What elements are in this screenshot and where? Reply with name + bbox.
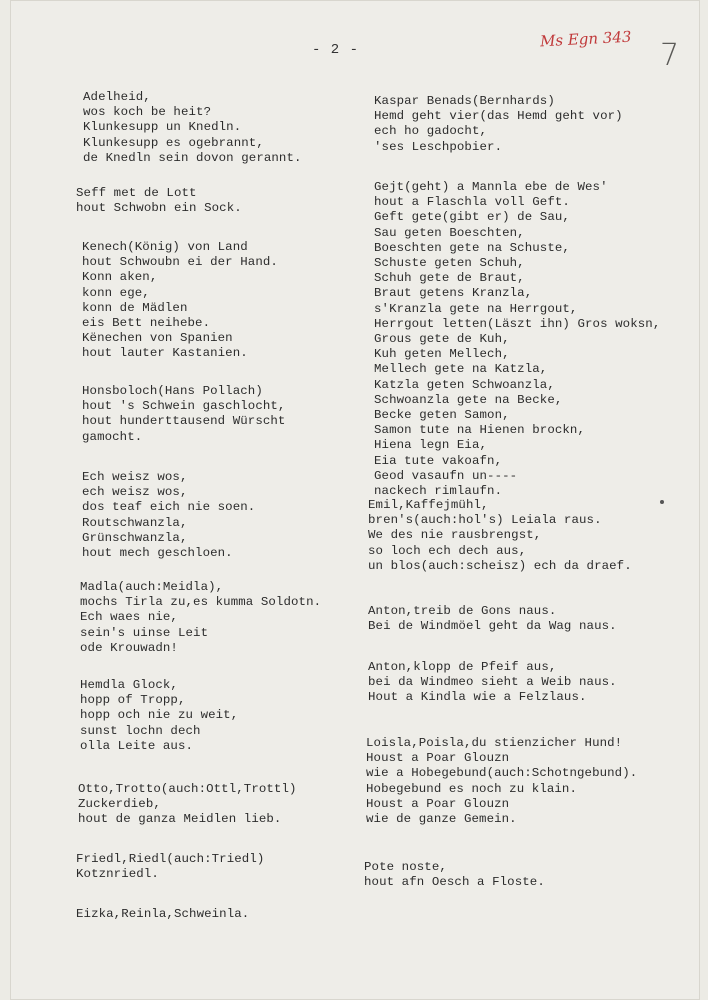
- verse-loisla: Loisla,Poisla,du stienzicher Hund! Houst a Poar Glouzn wie a Hobegebund(auch:Schotngebund). Hobegebund es noch zu klain. Houst a Poar Glouzn wie de ganze Gemein.: [366, 736, 638, 827]
- archive-shelfmark: Ms Egn 343: [539, 27, 632, 51]
- verse-pote-noste: Pote noste, hout afn Oesch a Floste.: [364, 860, 545, 890]
- verse-anton-gons: Anton,treib de Gons naus. Bei de Windmöel geht da Wag naus.: [368, 604, 617, 634]
- ink-dot: [660, 500, 664, 504]
- verse-ech-weisz-wos: Ech weisz wos, ech weisz wos, dos teaf eich nie soen. Routschwanzla, Grünschwanzla, hout mech geschloen.: [82, 470, 256, 561]
- verse-hemdla-glock: Hemdla Glock, hopp of Tropp, hopp och nie zu weit, sunst lochn dech olla Leite aus.: [80, 678, 239, 753]
- verse-gejt-a-mannla: Gejt(geht) a Mannla ebe de Wes' hout a Flaschla voll Geft. Geft gete(gibt er) de Sau, Sau geten Boeschten, Boeschten gete na Schuste, Schuste geten Schuh, Schuh gete de Braut, Braut getens Kranzla, s'Kranzla gete na Herrgout, Herrgout letten(Läszt ihn) Gros woksn, Grous gete de Kuh, Kuh geten Mellech, Mellech gete na Katzla, Katzla geten Schwoanzla, Schwoanzla gete na Becke, Becke geten Samon, Samon tute na Hienen brockn, Hiena legn Eia, Eia tute vakoafn, Geod vasaufn un---- nackech rimlaufn.: [374, 180, 661, 499]
- verse-anton-pfeif: Anton,klopp de Pfeif aus, bei da Windmeo sieht a Weib naus. Hout a Kindla wie a Felzlaus.: [368, 660, 617, 705]
- page-number: - 2 -: [312, 42, 360, 58]
- verse-adelheid: Adelheid, wos koch be heit? Klunkesupp un Knedln. Klunkesupp es ogebrannt, de Knedln sein dovon gerannt.: [83, 90, 302, 165]
- folio-number: 7: [660, 38, 680, 73]
- verse-kaspar: Kaspar Benads(Bernhards) Hemd geht vier(das Hemd geht vor) ech ho gadocht, 'ses Leschpobier.: [374, 94, 623, 154]
- verse-eizka: Eizka,Reinla,Schweinla.: [76, 907, 250, 921]
- verse-honsboloch: Honsboloch(Hans Pollach) hout 's Schwein gaschlocht, hout hunderttausend Würscht gamocht.: [82, 384, 286, 444]
- verse-seff: Seff met de Lott hout Schwobn ein Sock.: [76, 186, 242, 216]
- verse-friedl: Friedl,Riedl(auch:Triedl) Kotznriedl.: [76, 852, 265, 882]
- verse-otto: Otto,Trotto(auch:Ottl,Trottl) Zuckerdieb, hout de ganza Meidlen lieb.: [78, 782, 297, 827]
- document-page: [10, 0, 700, 1000]
- verse-kenech: Kenech(König) von Land hout Schwoubn ei der Hand. Konn aken, konn ege, konn de Mädlen eis Bett neihebe. Kënechen von Spanien hout lauter Kastanien.: [82, 240, 278, 361]
- verse-emil: Emil,Kaffejmühl, bren's(auch:hol's) Leiala raus. We des nie rausbrengst, so loch ech dech aus, un blos(auch:scheisz) ech da draef.: [368, 498, 632, 573]
- verse-madla: Madla(auch:Meidla), mochs Tirla zu,es kumma Soldotn. Ech waes nie, sein's uinse Leit ode Krouwadn!: [80, 580, 322, 655]
